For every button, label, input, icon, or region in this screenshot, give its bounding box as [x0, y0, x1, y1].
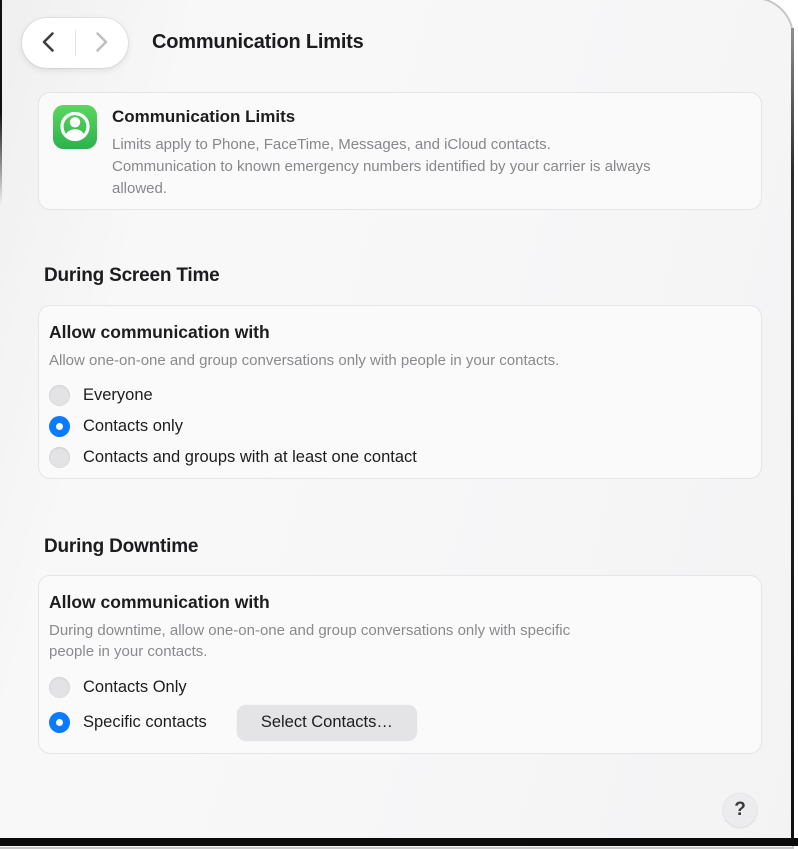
radio-contacts-and-groups[interactable] [49, 447, 70, 468]
screen-time-group-title: Allow communication with [49, 322, 270, 342]
chevron-left-icon [41, 31, 55, 56]
radio-contacts-only[interactable] [49, 416, 70, 437]
option-label: Contacts only [83, 417, 183, 436]
screenshot-left-edge [0, 0, 2, 205]
screen-time-card [38, 305, 762, 479]
option-label: Specific contacts [83, 713, 207, 732]
downtime-group-title: Allow communication with [49, 592, 270, 612]
contacts-person-icon [53, 105, 97, 149]
forward-button[interactable] [76, 18, 129, 68]
screenshot-right-edge [791, 28, 794, 846]
option-contacts-only-downtime [49, 672, 745, 703]
radio-contacts-only-downtime[interactable] [49, 677, 70, 698]
radio-everyone[interactable] [49, 385, 70, 406]
section-heading-downtime: During Downtime [44, 536, 199, 557]
option-specific-contacts [49, 703, 745, 743]
radio-specific-contacts[interactable] [49, 712, 70, 733]
intro-card [38, 92, 762, 210]
screenshot-bottom-edge [0, 838, 798, 846]
back-button[interactable] [22, 18, 75, 68]
option-label: Contacts Only [83, 677, 187, 696]
chevron-right-icon [95, 31, 109, 56]
option-contacts-and-groups [49, 442, 745, 473]
option-contacts-only [49, 411, 745, 442]
option-label: Everyone [83, 386, 153, 405]
downtime-card [38, 575, 762, 754]
navigation-pill [22, 18, 128, 68]
intro-card-description: Limits apply to Phone, FaceTime, Messages, and iCloud contacts. Communication to known emergency numbers identified by your carrier is always allowed. [112, 136, 651, 197]
question-mark-icon: ? [734, 799, 746, 820]
help-button[interactable] [723, 793, 757, 827]
downtime-group-description: During downtime, allow one-on-one and group conversations only with specific people in your contacts. [49, 622, 571, 661]
option-label: Contacts and groups with at least one contact [83, 448, 417, 467]
select-contacts-button[interactable]: Select Contacts… [237, 705, 417, 741]
section-heading-screen-time: During Screen Time [44, 265, 220, 286]
option-everyone [49, 380, 745, 411]
screen-time-group-description: Allow one-on-one and group conversations only with people in your contacts. [49, 352, 560, 369]
page-title: Communication Limits [152, 31, 364, 53]
intro-card-title: Communication Limits [112, 107, 296, 126]
